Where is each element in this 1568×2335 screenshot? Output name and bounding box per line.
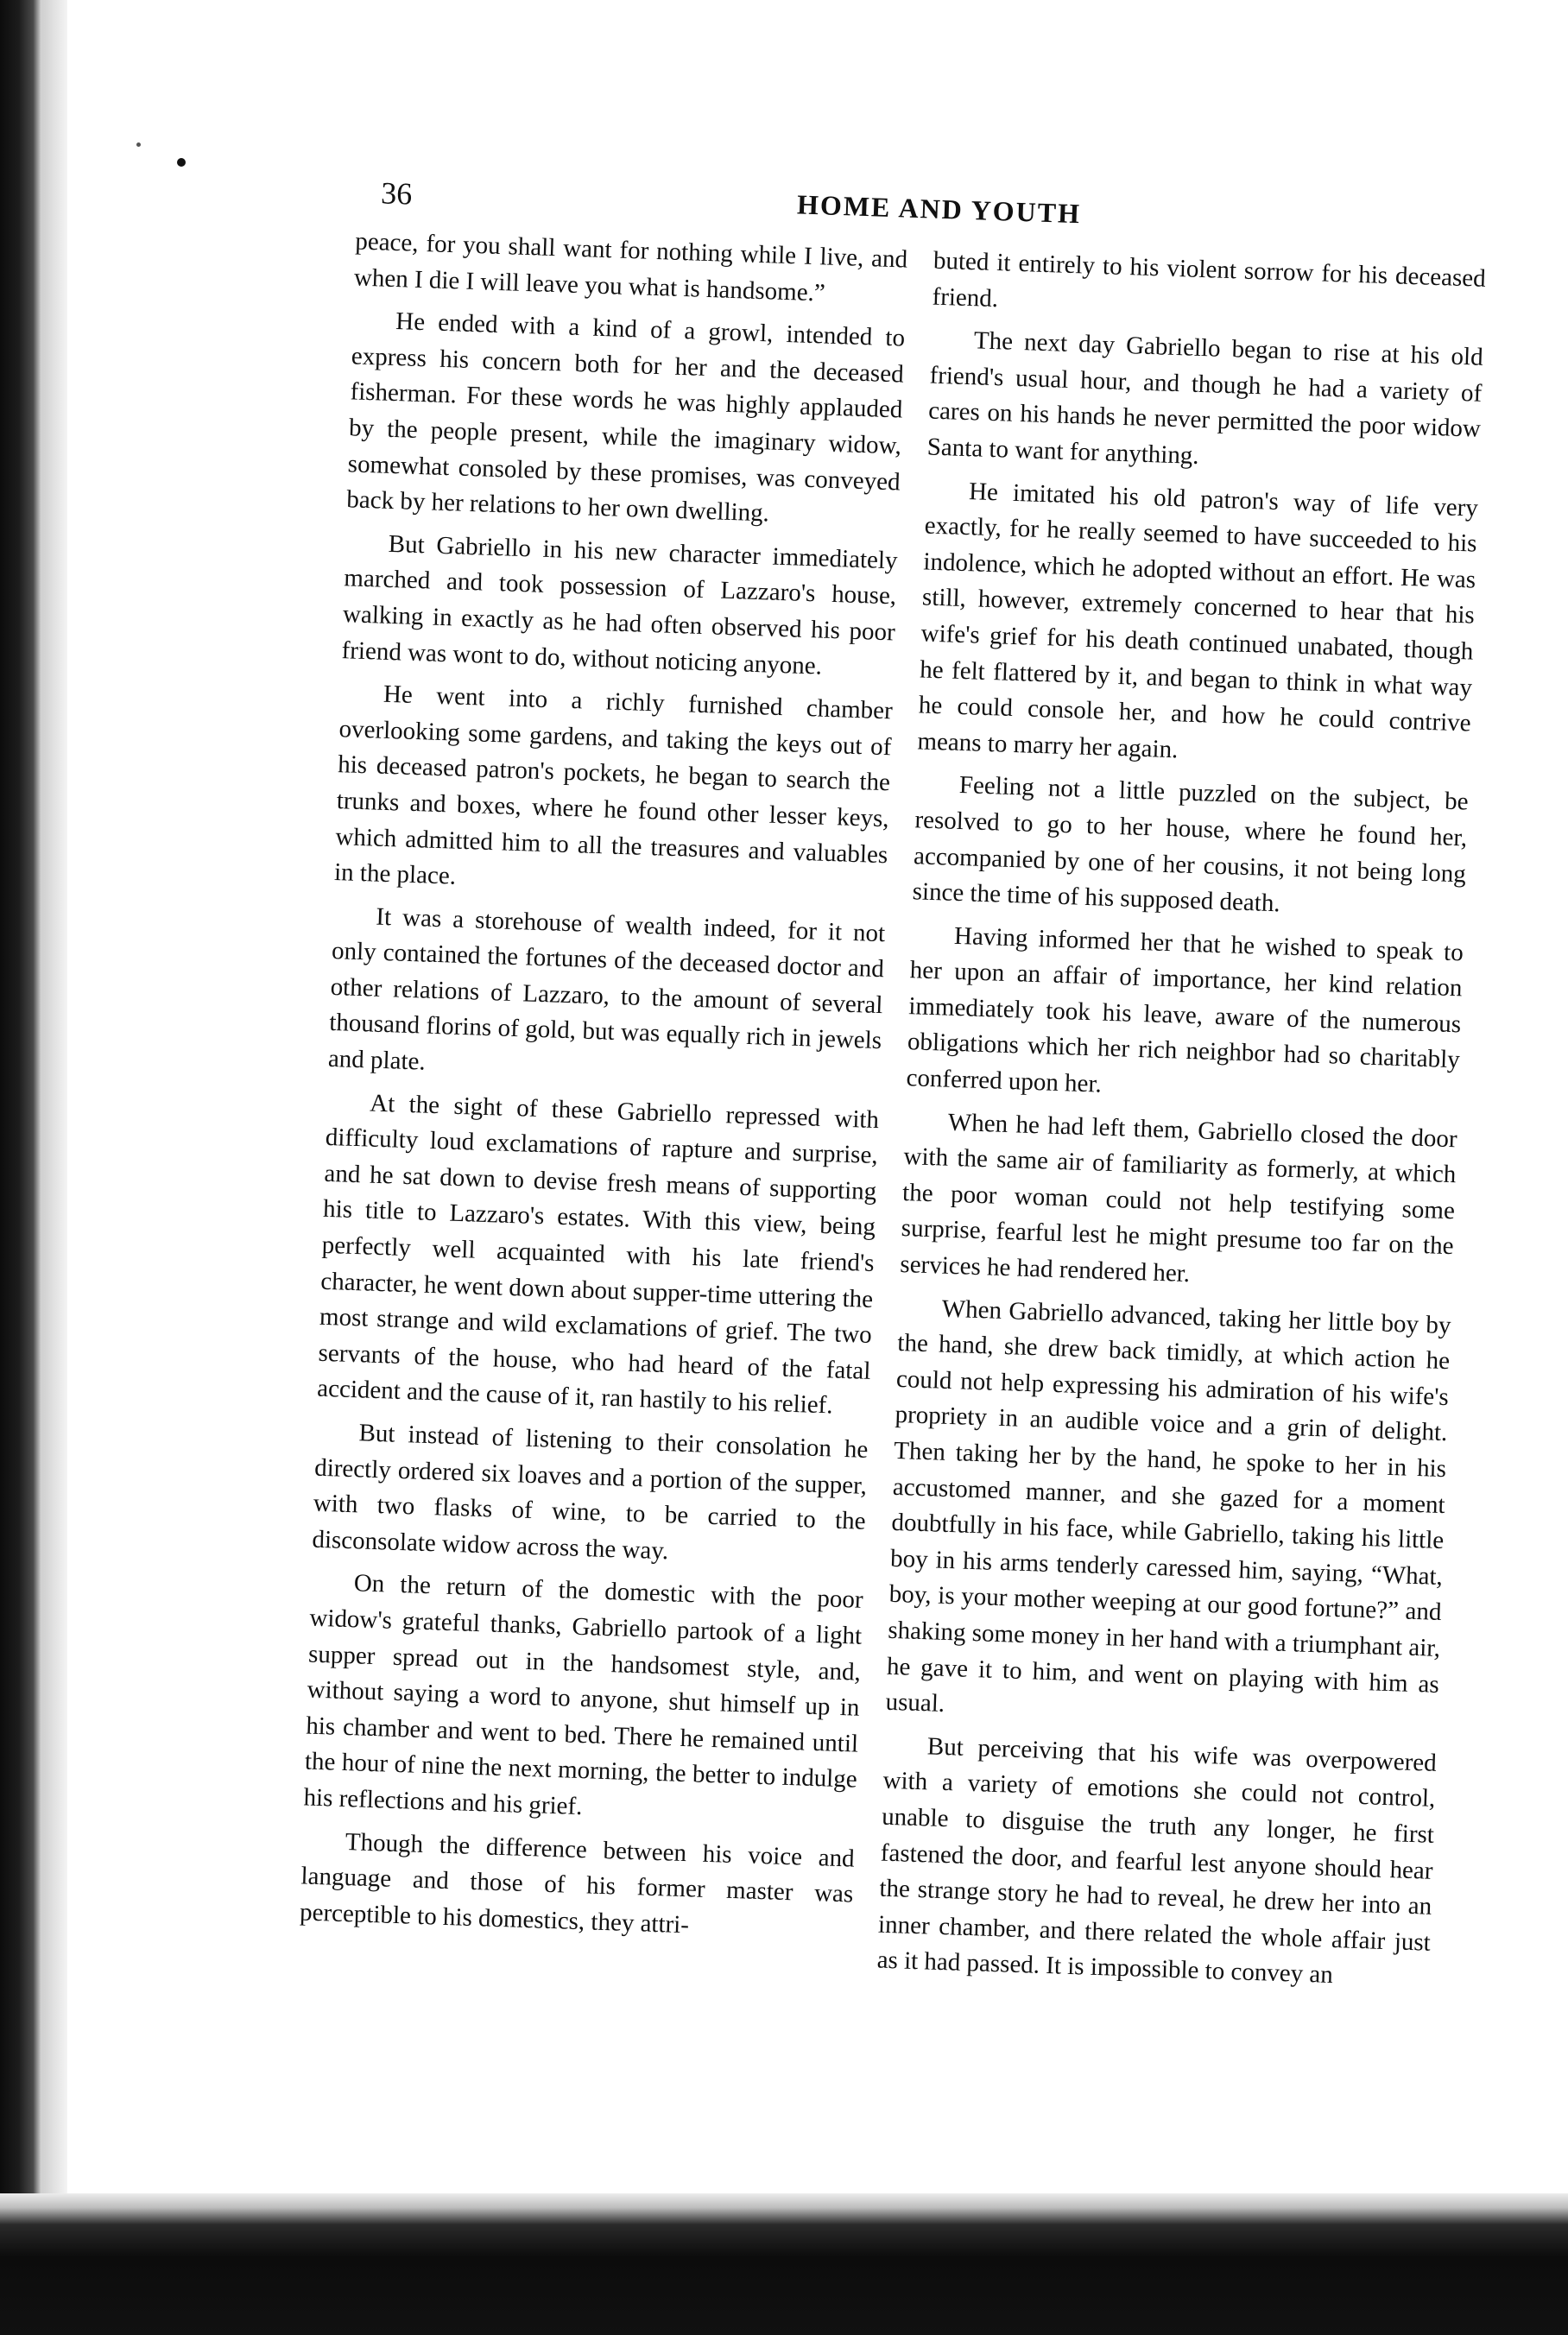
paragraph: The next day Gabriello began to rise at his old friend's usual hour, and though he had a variety of cares on his hands he never permitted the poor widow Santa to want for anything. [926,326,1484,470]
page-gutter-shadow [41,0,67,2335]
paragraph: When he had left them, Gabriello closed the door with the same air of familiarity as formerly, at which the poor woman could not help testifying some surprise, fearful lest he might presume too far on the services he had rendered her. [899,1108,1458,1288]
paragraph: It was a storehouse of wealth indeed, for it not only contained the fortunes of the deceased doctor and other relations of Lazzaro, to the amount of several thousand florins of gold, but was equally rich in jewels and plate. [327,902,886,1076]
page-number: 36 [380,175,413,212]
ink-speck [136,142,141,147]
paragraph: peace, for you shall want for nothing while I live, and when I die I will leave you what is handsome.” [353,227,908,307]
ink-speck [177,158,186,167]
paragraph: But instead of listening to their consolation he directly ordered six loaves and a portion of the supper, with two flasks of wine, to be carried to the disconsolate widow across the way. [312,1419,869,1566]
paragraph: He ended with a kind of a growl, intended to express his concern both for her and the deceased fisherman. For these words he was highly applauded by the people present, while the imaginary widow, somewhat consoled by these promises, was conveyed back by her relations to her own dwelling. [345,307,906,528]
paragraph: buted it entirely to his violent sorrow for his deceased friend. [932,246,1487,313]
paragraph: He imitated his old patron's way of life very exactly, for he really seemed to have succeeded to his indolence, which he adopted without an effort. He was still, however, extremely concerned to hear that his wife's grief for his death continued unabated, though he felt flattered by it, and began to think in what way he could console her, and how he could contrive means to marry her again. [917,477,1479,764]
paragraph: Though the difference between his voice and language and those of his former master was perceptible to his domestics, they attri- [299,1827,856,1940]
right-column [876,244,1486,1997]
scanner-edge-left [0,0,41,2335]
left-column [299,224,907,1948]
paragraph: Having informed her that he wished to speak to her upon an affair of importance, her kind relation immediately took his leave, aware of the numerous obligations which her rich neighbor had so charitably conferred upon her. [906,921,1464,1098]
paragraph: At the sight of these Gabriello repressed with difficulty loud exclamations of rapture and surprise, and he sat down to devise fresh means of supporting his title to Lazzaro's estates. With this view, being perfectly well acquainted with his late friend's character, he went down about supper-time uttering the most strange and wild exclamations of grief. The two servants of the house, who had heard of the fatal accident and the cause of it, ran hastily to his relief. [316,1089,880,1420]
paragraph: When Gabriello advanced, taking her little boy by the hand, she drew back timidly, at which action he could not help expressing his admiration of his wife's propriety in an audible voice and a grin of delight. Then taking her by the hand, he spoke to her in his accustomed manner, and she gazed for a moment doubtfully in his face, while Gabriello, taking his little boy in his arms tenderly caressed him, saying, “What, boy, is your mother weeping at our good fortune?” and shaking some money in her hand with a triumphant air, he gave it to him, and went on playing with him as usual. [885,1294,1451,1718]
paragraph: But perceiving that his wife was overpowered with a variety of emotions she could not control, unable to disguise the truth any longer, he first fastened the door, and fearful lest anyone should hear the strange story he had to reveal, he drew her into an inner chamber, and there related the whole affair just as it had passed. It is impossible to convey an [876,1732,1438,1990]
printed-page [254,173,1519,2198]
paragraph: But Gabriello in his new character immediately marched and took possession of Lazzaro's house, walking in exactly as he had often observed his poor friend was wont to do, without noticing anyone. [341,529,899,680]
paragraph: He went into a richly furnished chamber overlooking some gardens, and taking the keys out of his deceased patron's pockets, he began to search the trunks and boxes, where he found other lesser keys, which admitted him to all the treasures and valuables in the place. [333,680,894,890]
paragraph: Feeling not a little puzzled on the subject, be resolved to go to her house, where he found her, accompanied by one of her cousins, it not being long since the time of his supposed death. [912,771,1470,918]
scanner-edge-bottom [0,2193,1568,2335]
running-head: HOME AND YOUTH [796,188,1082,230]
paragraph: On the return of the domestic with the poor widow's grateful thanks, Gabriello partook of a light supper spread out in the handsomest style, and, without saying a word to anyone, shut himself up in his chamber and went to bed. There he remained until the hour of nine the next morning, the better to indulge his reflections and his grief. [303,1569,864,1821]
